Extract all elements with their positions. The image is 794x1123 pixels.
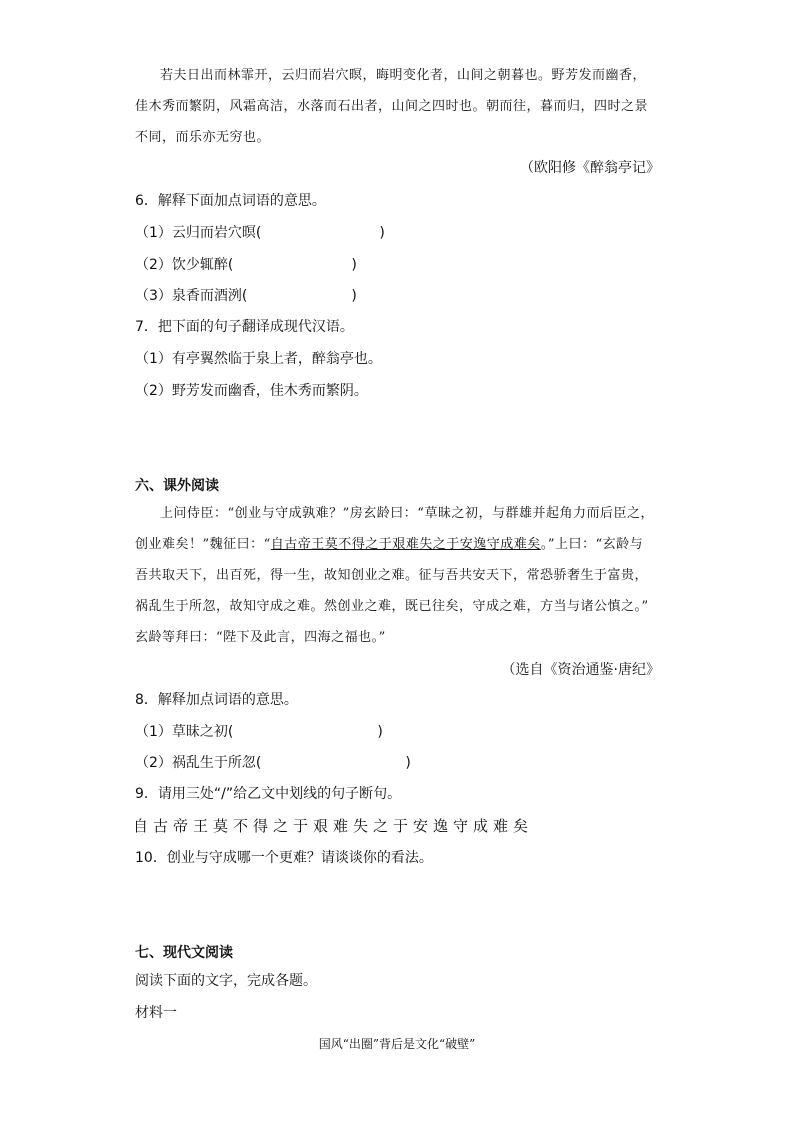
section6-heading: 六、课外阅读 xyxy=(135,478,219,494)
q6-item-3 xyxy=(135,286,357,306)
section6-line3: 吾共取天下，出百死，得一生，故知创业之难。征与吾共安天下，常恐骄奢生于富贵， xyxy=(135,568,649,583)
q6-item-3-text: （3）泉香而酒洌( xyxy=(135,288,248,304)
section7-material-label: 材料一 xyxy=(135,1005,177,1021)
q8-item-2-close: ) xyxy=(405,755,411,771)
q7-item-2: （2）野芳发而幽香，佳木秀而繁阴。 xyxy=(135,383,368,399)
underlined-sentence: 自古帝王莫不得之于艰难失之于安逸守成难矣 xyxy=(270,537,541,552)
passage1-source: （欧阳修《醉翁亭记》 xyxy=(520,160,660,176)
q10-prompt: 10．创业与守成哪一个更难？请谈谈你的看法。 xyxy=(135,850,433,866)
q8-item-1 xyxy=(135,722,383,742)
q6-item-1 xyxy=(135,223,385,243)
q6-item-2-text: （2）饮少辄醉( xyxy=(135,257,234,273)
section6-line4: 祸乱生于所忽，故知守成之难。然创业之难，既已往矣，守成之难，方当与诸公慎之。” xyxy=(135,599,649,614)
q6-item-1-text: （1）云归而岩穴暝( xyxy=(135,225,262,241)
section6-line1: 上问侍臣：“创业与守成孰难？”房玄龄曰：“草昧之初，与群雄并起角力而后臣之， xyxy=(160,506,654,521)
q9-sentence: 自古帝王莫不得之于艰难失之于安逸守成难矣 xyxy=(133,817,534,835)
passage1-line1: 若夫日出而林霏开，云归而岩穴暝，晦明变化者，山间之朝暮也。野芳发而幽香， xyxy=(160,68,647,83)
section7-instruction: 阅读下面的文字，完成各题。 xyxy=(135,973,317,989)
section6-line5: 玄龄等拜曰：“陛下及此言，四海之福也。” xyxy=(135,630,386,645)
q7-item-1: （1）有亭翼然临于泉上者，醉翁亭也。 xyxy=(135,351,382,367)
q8-item-2-text: （2）祸乱生于所忽( xyxy=(135,755,262,771)
q6-item-1-close: ) xyxy=(379,225,385,241)
q9-prompt: 9．请用三处“/”给乙文中划线的句子断句。 xyxy=(135,786,402,802)
q8-prompt: 8．解释加点词语的意思。 xyxy=(135,692,298,708)
q8-item-2 xyxy=(135,753,411,773)
section7-heading: 七、现代文阅读 xyxy=(135,945,233,961)
passage1-line2: 佳木秀而繁阴，风霜高洁，水落而石出者，山间之四时也。朝而往，暮而归，四时之景 xyxy=(135,99,649,114)
q6-prompt: 6．解释下面加点词语的意思。 xyxy=(135,193,326,209)
section6-line2-start: 创业难矣！”魏征曰：“ xyxy=(135,537,271,552)
section6-source: （选自《资治通鉴·唐纪》 xyxy=(501,662,660,678)
q7-prompt: 7．把下面的句子翻译成现代汉语。 xyxy=(135,319,354,335)
q6-item-3-close: ) xyxy=(351,288,357,304)
q6-item-2-close: ) xyxy=(351,257,357,273)
q8-item-1-text: （1）草昧之初( xyxy=(135,724,234,740)
article-title: 国风“出圈”背后是文化“破壁” xyxy=(318,1037,476,1051)
q6-item-2 xyxy=(135,255,357,275)
q8-item-1-close: ) xyxy=(377,724,383,740)
passage1-line3: 不同，而乐亦无穷也。 xyxy=(135,130,271,145)
section6-line2 xyxy=(135,535,643,555)
section6-line2-end: 。”上曰：“玄龄与 xyxy=(540,537,644,552)
